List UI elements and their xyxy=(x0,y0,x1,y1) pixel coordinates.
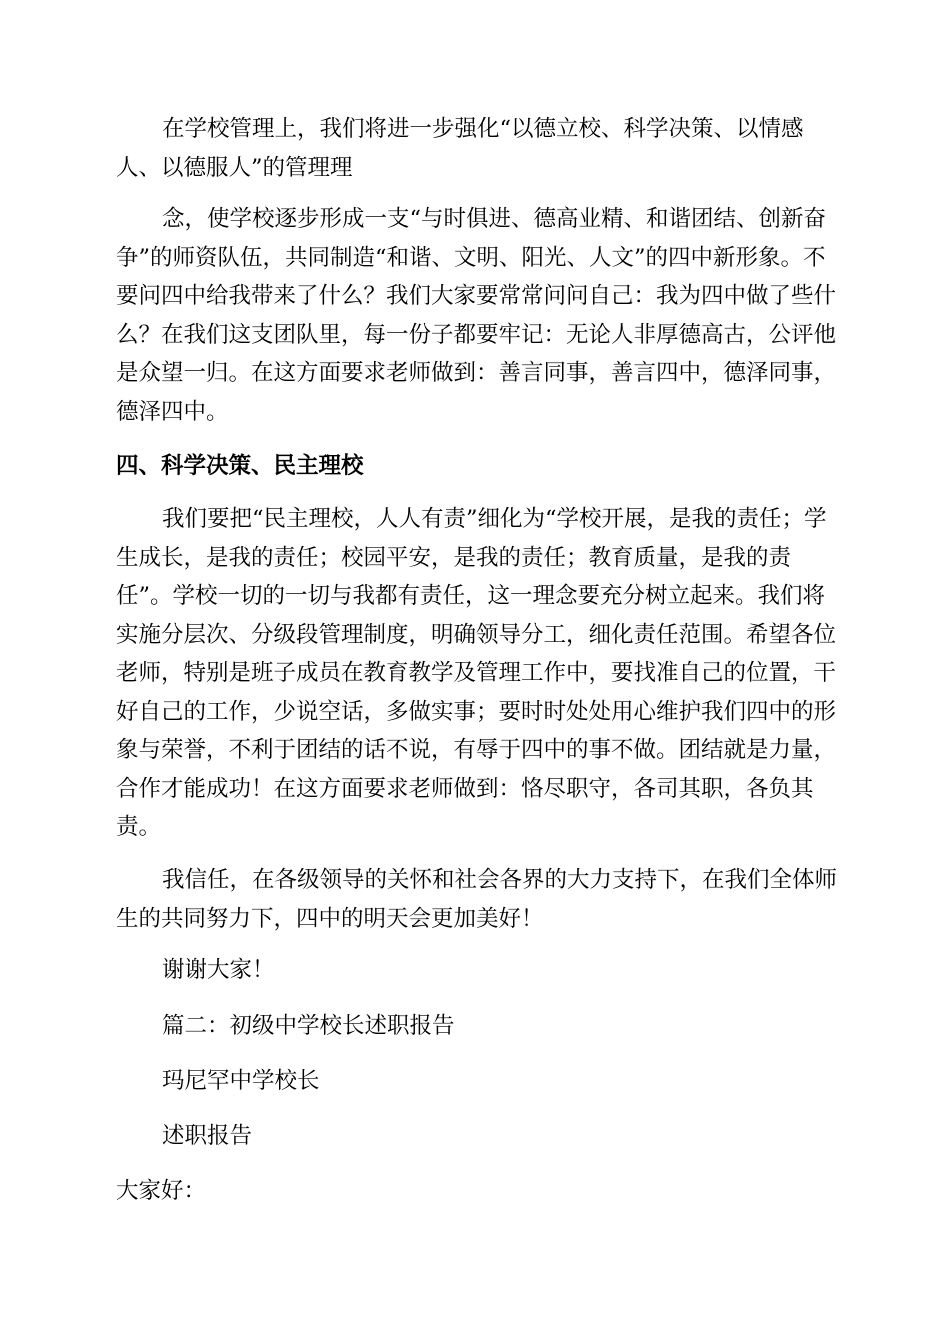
paragraph-greeting: 大家好： xyxy=(116,1178,207,1204)
paragraph-part-two-title: 篇二：初级中学校长述职报告 xyxy=(162,1013,455,1039)
paragraph-closing-wish: 我信任，在各级领导的关怀和社会各界的大力支持下，在我们全体师生的共同努力下，四中的明天会更加美好！ xyxy=(116,867,838,932)
paragraph-report-title: 述职报告 xyxy=(162,1123,253,1149)
paragraph-teacher-team: 念，使学校逐步形成一支“与时俱进、德高业精、和谐团结、创新奋争”的师资队伍，共同制造“和谐、文明、阳光、人文”的四中新形象。不要问四中给我带来了什么？我们大家要常常问问自己：我为四中做了些什么？在我们这支团队里，每一份子都要牢记：无论人非厚德高古，公评他是众望一归。在这方面要求老师做到：善言同事，善言四中，德泽同事，德泽四中。 xyxy=(116,206,837,425)
section-heading-four: 四、科学决策、民主理校 xyxy=(116,453,364,479)
paragraph-school-management: 在学校管理上，我们将进一步强化“以德立校、科学决策、以情感人、以德服人”的管理理 xyxy=(116,116,804,181)
paragraph-democratic-management: 我们要把“民主理校，人人有责”细化为“学校开展，是我的责任；学生成长，是我的责任；校园平安，是我的责任；教育质量，是我的责任”。学校一切的一切与我都有责任，这一理念要充分树立起来。我们将实施分层次、分级段管理制度，明确领导分工，细化责任范围。希望各位老师，特别是班子成员在教育教学及管理工作中，要找准自己的位置，干好自己的工作，少说空话，多做实事；要时时处处用心维护我们四中的形象与荣誉，不利于团结的话不说，有辱于四中的事不做。团结就是力量，合作才能成功！在这方面要求老师做到：恪尽职守，各司其职，各负其责。 xyxy=(116,506,837,840)
paragraph-author: 玛尼罕中学校长 xyxy=(162,1068,320,1094)
paragraph-thanks: 谢谢大家！ xyxy=(162,957,275,983)
